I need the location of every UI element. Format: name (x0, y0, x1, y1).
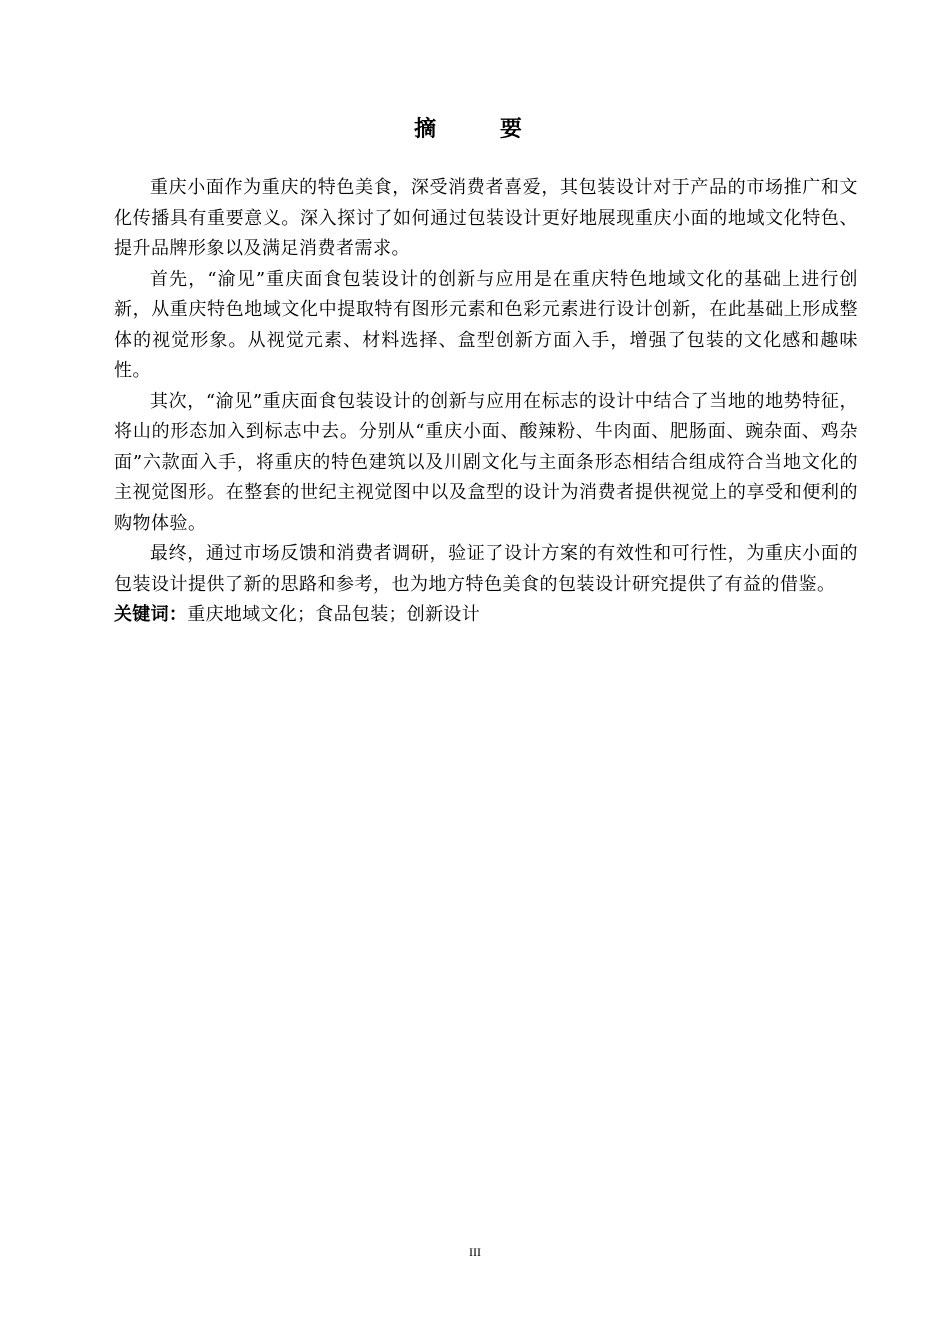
abstract-paragraph-4: 最终，通过市场反馈和消费者调研，验证了设计方案的有效性和可行性，为重庆小面的包装设计提供了新的思路和参考，也为地方特色美食的包装设计研究提供了有益的借鉴。 (114, 543, 858, 595)
keywords-label: 关键词： (114, 604, 188, 625)
abstract-paragraph-3: 其次，“渝见”重庆面食包装设计的创新与应用在标志的设计中结合了当地的地势特征，将山的形态加入到标志中去。分别从“重庆小面、酸辣粉、牛肉面、肥肠面、豌杂面、鸡杂面”六款面入手，将重庆的特色建筑以及川剧文化与主面条形态相结合组成符合当地文化的主视觉图形。在整套的世纪主视觉图中以及盒型的设计为消费者提供视觉上的享受和便利的购物体验。 (114, 390, 858, 534)
keywords-line (114, 600, 858, 631)
abstract-body (114, 173, 858, 631)
page-number: III (469, 1245, 481, 1259)
abstract-paragraph-1: 重庆小面作为重庆的特色美食，深受消费者喜爱，其包装设计对于产品的市场推广和文化传播具有重要意义。深入探讨了如何通过包装设计更好地展现重庆小面的地域文化特色、提升品牌形象以及满足消费者需求。 (114, 177, 858, 259)
abstract-title: 摘 要 (414, 117, 550, 142)
keywords-text: 重庆地域文化；食品包装；创新设计 (187, 604, 481, 625)
abstract-paragraph-2: 首先，“渝见”重庆面食包装设计的创新与应用是在重庆特色地域文化的基础上进行创新，从重庆特色地域文化中提取特有图形元素和色彩元素进行设计创新，在此基础上形成整体的视觉形象。从视觉元素、材料选择、盒型创新方面入手，增强了包装的文化感和趣味性。 (114, 268, 858, 381)
